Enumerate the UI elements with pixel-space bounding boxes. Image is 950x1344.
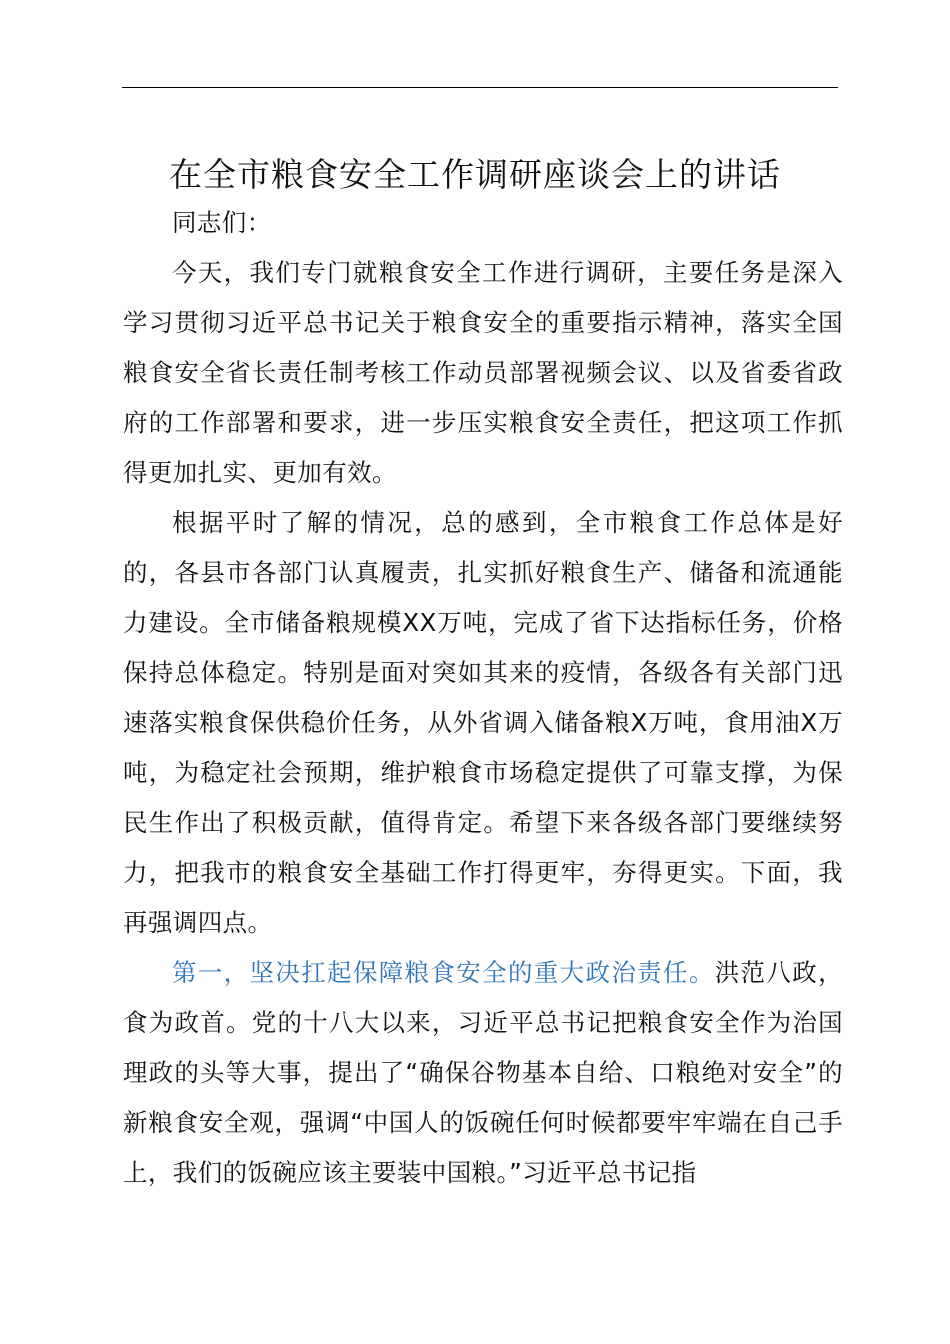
section-heading: 第一，坚决扛起保障粮食安全的重大政治责任。 [172,958,715,987]
paragraph-text: 今天，我们专门就粮食安全工作进行调研，主要任务是深入学习贯彻习近平总书记关于粮食安全的重要指示精神，落实全国粮食安全省长责任制考核工作动员部署视频会议、以及省委省政府的工作部署和要求，进一步压实粮食安全责任，把这项工作抓得更加扎实、更加有效。 [123,258,843,487]
salutation: 同志们： [172,208,272,237]
document-body [123,198,843,1198]
header-rule [122,87,838,88]
document-title: 在全市粮食安全工作调研座谈会上的讲话 [169,155,781,194]
paragraph-point-one [123,948,843,1198]
paragraph-situation [123,498,843,948]
paragraph-text: 洪范八政，食为政首。党的十八大以来，习近平总书记把粮食安全作为治国理政的头等大事，提出了“确保谷物基本自给、口粮绝对安全”的新粮食安全观，强调“中国人的饭碗任何时候都要牢牢端在自己手上，我们的饭碗应该主要装中国粮。”习近平总书记指 [123,958,843,1187]
paragraph-text: 根据平时了解的情况，总的感到，全市粮食工作总体是好的，各县市各部门认真履责，扎实抓好粮食生产、储备和流通能力建设。全市储备粮规模XX万吨，完成了省下达指标任务，价格保持总体稳定。特别是面对突如其来的疫情，各级各有关部门迅速落实粮食保供稳价任务，从外省调入储备粮X万吨，食用油X万吨，为稳定社会预期，维护粮食市场稳定提供了可靠支撑，为保民生作出了积极贡献，值得肯定。希望下来各级各部门要继续努力，把我市的粮食安全基础工作打得更牢，夯得更实。下面，我再强调四点。 [123,508,843,937]
paragraph-intro [123,248,843,498]
